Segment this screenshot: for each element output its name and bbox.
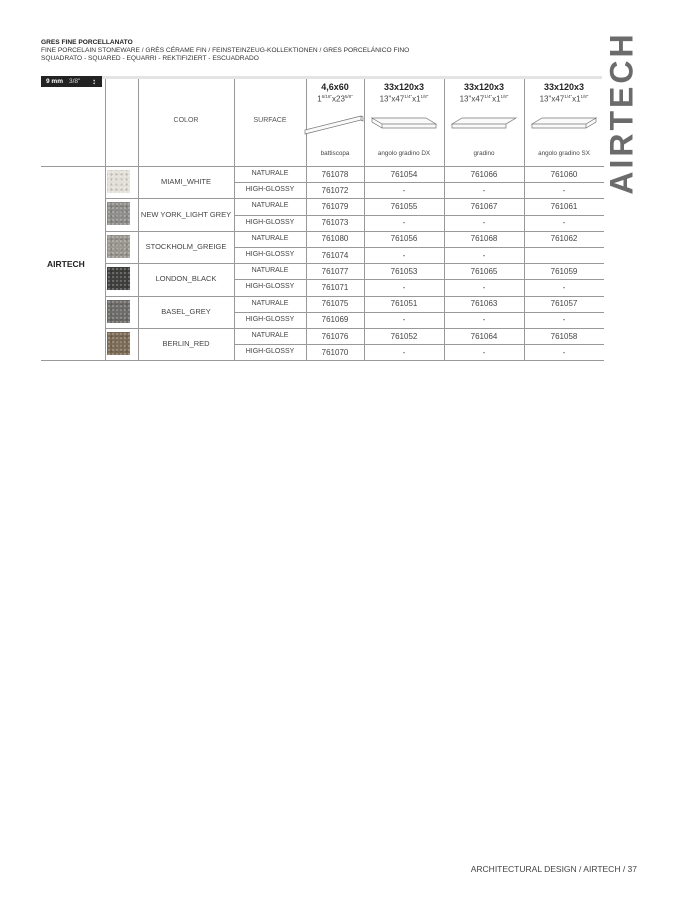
product-code: -: [482, 315, 486, 325]
product-size: [444, 82, 524, 104]
inch-b-sup: 1/8": [580, 94, 589, 99]
product-code: -: [562, 315, 566, 325]
product-code: 761076: [321, 331, 349, 341]
size-inch: [295, 92, 375, 104]
surface-name: HIGH-GLOSSY: [245, 186, 295, 194]
skirting-piece-icon: [299, 108, 371, 138]
header-edge: SQUADRATO - SQUARED - EQUARRI - REKTIFIZIERT - ESCUADRADO: [41, 55, 259, 62]
size-mm: 4,6x60: [321, 82, 349, 92]
product-name: angolo gradino SX: [538, 150, 590, 157]
surface-name: HIGH-GLOSSY: [245, 218, 295, 226]
product-code: 761066: [470, 169, 498, 179]
row-divider: [234, 247, 604, 248]
thickness-badge: [41, 76, 102, 87]
product-code: -: [402, 250, 406, 260]
product-size: [364, 82, 444, 104]
product-code: 761077: [321, 266, 349, 276]
page-header: [41, 39, 409, 63]
size-inch: [524, 92, 604, 104]
inch-a-sup: 1/4": [484, 94, 493, 99]
color-column-header: COLOR: [173, 117, 199, 124]
table-vline: [105, 79, 106, 360]
product-name: gradino: [473, 150, 495, 157]
row-divider: [234, 312, 604, 313]
product-size: [524, 82, 604, 104]
product-code: 761073: [321, 218, 349, 228]
color-name: NEW YORK_LIGHT GREY: [140, 209, 232, 219]
color-name: MIAMI_WHITE: [161, 177, 211, 187]
product-code: -: [562, 347, 566, 357]
product-code: 761058: [550, 331, 578, 341]
product-code: -: [482, 185, 486, 195]
block-divider: [105, 231, 604, 232]
product-code: -: [402, 185, 406, 195]
product-code: 761057: [550, 299, 578, 309]
inch-a-sup: 6/16": [321, 94, 333, 99]
surface-name: HIGH-GLOSSY: [245, 315, 295, 323]
header-band: [41, 76, 602, 79]
color-swatch: [107, 267, 130, 290]
color-swatch: [107, 170, 130, 193]
product-name: angolo gradino DX: [377, 150, 431, 157]
size-inch: [444, 92, 524, 104]
product-code: 761068: [470, 234, 498, 244]
table-vline: [138, 79, 139, 360]
product-code: -: [402, 218, 406, 228]
inch-b: x23: [332, 94, 345, 104]
thickness-mm: 9 mm: [46, 78, 63, 85]
color-name: BASEL_GREY: [161, 306, 211, 316]
product-code: 761074: [321, 250, 349, 260]
product-code: -: [482, 218, 486, 228]
row-divider: [234, 215, 604, 216]
product-code: 761053: [390, 266, 418, 276]
inch-b: x1: [572, 94, 581, 104]
product-code: -: [402, 282, 406, 292]
product-code: 761060: [550, 169, 578, 179]
product-code: -: [482, 282, 486, 292]
inch-a-sup: 1/4": [404, 94, 413, 99]
product-code: 761072: [321, 185, 349, 195]
product-code: 761070: [321, 347, 349, 357]
size-inch: [364, 92, 444, 104]
surface-name: NATURALE: [251, 202, 289, 210]
surface-name: NATURALE: [251, 170, 289, 177]
size-mm: 33x120x3: [383, 82, 425, 92]
product-code: 761069: [321, 315, 349, 325]
product-code: 761067: [470, 201, 498, 211]
product-code: 761052: [390, 331, 418, 341]
product-code: 761056: [390, 234, 418, 244]
step-piece-icon: [368, 108, 440, 138]
inch-b-sup: 1/8": [500, 94, 509, 99]
block-divider: [105, 296, 604, 297]
product-code: 761071: [321, 282, 349, 292]
product-name: battiscopa: [320, 150, 350, 157]
product-code: -: [482, 250, 486, 260]
thickness-inch: 3/8": [69, 78, 81, 85]
inch-a: 1: [317, 94, 322, 104]
product-code: 761059: [550, 266, 578, 276]
product-code: 761075: [321, 299, 349, 309]
surface-name: HIGH-GLOSSY: [245, 251, 295, 258]
surface-name: NATURALE: [251, 234, 289, 242]
surface-name: NATURALE: [251, 299, 289, 307]
color-swatch: [107, 332, 130, 355]
product-code: -: [562, 282, 566, 292]
thickness-arrow-icon: ↕: [92, 77, 96, 86]
size-mm: 33x120x3: [463, 82, 505, 92]
color-name: STOCKHOLM_GREIGE: [145, 242, 227, 251]
product-code: 761079: [321, 201, 349, 211]
inch-a: 13"x47: [459, 94, 485, 104]
inch-a: 13"x47: [379, 94, 405, 104]
table-header-line: [41, 166, 604, 167]
surface-name: NATURALE: [251, 267, 289, 275]
inch-a-sup: 1/4": [564, 94, 573, 99]
inch-b: x1: [492, 94, 501, 104]
color-swatch: [107, 300, 130, 323]
product-code: 761078: [321, 169, 349, 179]
collection-side-title: AIRTECH: [603, 31, 640, 195]
step-piece-icon: [448, 108, 520, 138]
product-code: 761051: [390, 299, 418, 309]
block-divider: [105, 263, 604, 264]
product-code: -: [402, 347, 406, 357]
surface-column-header: SURFACE: [253, 117, 287, 124]
row-divider: [234, 279, 604, 280]
row-divider: [234, 182, 604, 183]
surface-name: HIGH-GLOSSY: [245, 283, 295, 291]
inch-a: 13"x47: [539, 94, 565, 104]
header-title: GRES FINE PORCELLANATO: [41, 39, 133, 46]
color-name: LONDON_BLACK: [155, 274, 217, 284]
product-code: -: [482, 347, 486, 357]
product-code: 761063: [470, 299, 498, 309]
product-code: 761055: [390, 201, 418, 211]
surface-name: NATURALE: [251, 332, 289, 339]
color-swatch: [107, 202, 130, 225]
inch-b: x1: [412, 94, 421, 104]
product-code: 761064: [470, 331, 498, 341]
inch-b-sup: 1/8": [420, 94, 429, 99]
page-footer: ARCHITECTURAL DESIGN / AIRTECH / 37: [470, 864, 637, 874]
surface-name: HIGH-GLOSSY: [245, 348, 295, 356]
block-divider: [105, 328, 604, 329]
block-divider: [105, 198, 604, 199]
group-label: AIRTECH: [47, 259, 85, 269]
step-piece-icon: [528, 108, 600, 138]
inch-b-sup: 5/8": [344, 94, 353, 99]
color-name: BERLIN_RED: [162, 339, 210, 349]
header-subtitle: FINE PORCELAIN STONEWARE / GRÈS CÉRAME FIN / FEINSTEINZEUG-KOLLEKTIONEN / GRES PORCELÁNICO FINO: [41, 47, 410, 54]
product-code: 761065: [470, 266, 498, 276]
product-code: -: [402, 315, 406, 325]
product-code: 761062: [550, 234, 578, 244]
row-divider: [234, 344, 604, 345]
color-swatch: [107, 235, 130, 258]
product-size: [295, 82, 375, 104]
table-bottom-line: [41, 360, 604, 361]
product-code: -: [562, 185, 566, 195]
size-mm: 33x120x3: [543, 82, 585, 92]
product-code: 761080: [321, 234, 349, 244]
product-code: -: [562, 218, 566, 228]
product-code: 761054: [390, 169, 418, 179]
product-code: 761061: [550, 201, 578, 211]
